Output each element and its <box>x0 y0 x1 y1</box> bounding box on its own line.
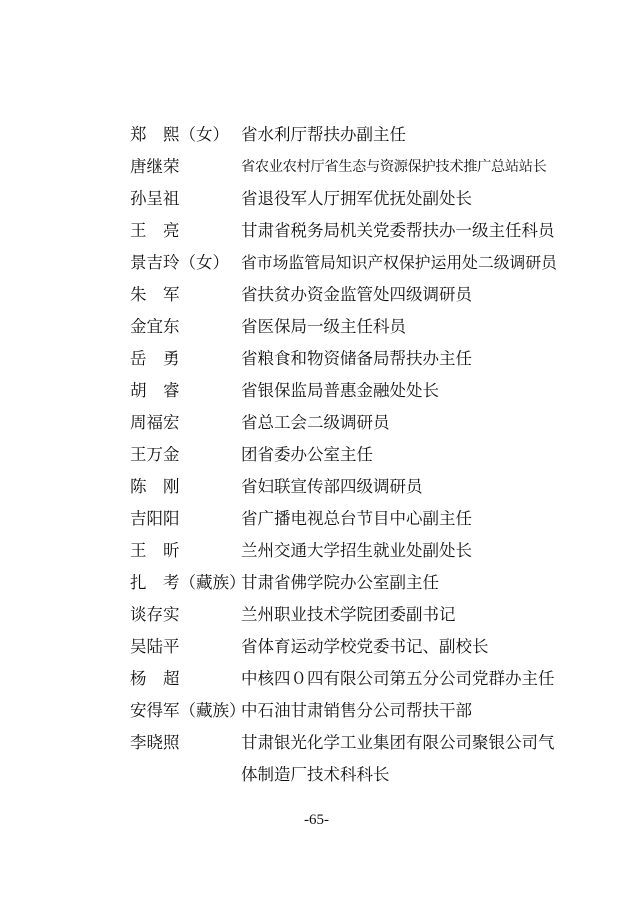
person-name: 扎 考（藏族） <box>130 573 246 592</box>
list-item <box>130 407 570 439</box>
personnel-list <box>130 119 570 791</box>
person-name: 陈 刚 <box>130 477 180 496</box>
person-title: 兰州职业技术学院团委副书记 <box>241 605 456 624</box>
list-item <box>130 311 570 343</box>
page-number: -65- <box>304 812 329 828</box>
person-title: 省市场监管局知识产权保护运用处二级调研员 <box>241 253 557 272</box>
person-name: 王 昕 <box>130 541 180 560</box>
person-name: 孙呈祖 <box>130 189 180 208</box>
person-name: 安得军（藏族） <box>130 701 246 720</box>
list-item <box>130 183 570 215</box>
person-name: 王万金 <box>130 445 180 464</box>
person-name: 李晓照 <box>130 733 180 752</box>
person-name: 郑 熙（女） <box>130 125 229 144</box>
person-name: 唐继荣 <box>130 157 180 176</box>
person-title: 甘肃省佛学院办公室副主任 <box>241 573 439 592</box>
person-title: 省妇联宣传部四级调研员 <box>241 477 423 496</box>
list-item <box>130 151 570 183</box>
list-item <box>130 439 570 471</box>
person-title: 甘肃省税务局机关党委帮扶办一级主任科员 <box>241 221 555 240</box>
person-name: 吉阳阳 <box>130 509 180 528</box>
person-name: 谈存实 <box>130 605 180 624</box>
list-item <box>130 663 570 695</box>
person-name: 周福宏 <box>130 413 180 432</box>
person-title: 兰州交通大学招生就业处副处长 <box>241 541 472 560</box>
list-item <box>130 631 570 663</box>
person-title: 省体育运动学校党委书记、副校长 <box>241 637 489 656</box>
person-title: 省农业农村厅省生态与资源保护技术推广总站站长 <box>241 159 547 175</box>
person-name: 杨 超 <box>130 669 180 688</box>
person-title: 中核四０四有限公司第五分公司党群办主任 <box>241 669 555 688</box>
list-item <box>130 343 570 375</box>
list-item <box>130 215 570 247</box>
person-title: 省水利厅帮扶办副主任 <box>241 125 406 144</box>
person-title: 团省委办公室主任 <box>241 445 373 464</box>
person-title: 省退役军人厅拥军优抚处副处长 <box>241 189 472 208</box>
person-title: 省医保局一级主任科员 <box>241 317 406 336</box>
person-title: 省粮食和物资储备局帮扶办主任 <box>241 349 472 368</box>
list-item <box>130 695 570 727</box>
person-name: 岳 勇 <box>130 349 180 368</box>
list-item <box>130 375 570 407</box>
person-name: 景吉玲（女） <box>130 253 229 272</box>
person-name: 吴陆平 <box>130 637 180 656</box>
person-title: 省广播电视总台节目中心副主任 <box>241 509 472 528</box>
person-name: 金宜东 <box>130 317 180 336</box>
list-item <box>130 599 570 631</box>
list-item <box>130 279 570 311</box>
list-item <box>130 567 570 599</box>
person-name: 胡 睿 <box>130 381 180 400</box>
person-title: 省银保监局普惠金融处处长 <box>241 381 439 400</box>
list-item <box>130 535 570 567</box>
list-item <box>130 471 570 503</box>
list-item <box>130 247 570 279</box>
person-title: 省扶贫办资金监管处四级调研员 <box>241 285 472 304</box>
person-name: 王 亮 <box>130 221 180 240</box>
person-title: 省总工会二级调研员 <box>241 413 390 432</box>
person-name: 朱 军 <box>130 285 180 304</box>
person-title: 甘肃银光化学工业集团有限公司聚银公司气体制造厂技术科科长 <box>241 733 555 784</box>
list-item <box>130 727 570 791</box>
person-title: 中石油甘肃销售分公司帮扶干部 <box>241 701 472 720</box>
list-item <box>130 119 570 151</box>
list-item <box>130 503 570 535</box>
